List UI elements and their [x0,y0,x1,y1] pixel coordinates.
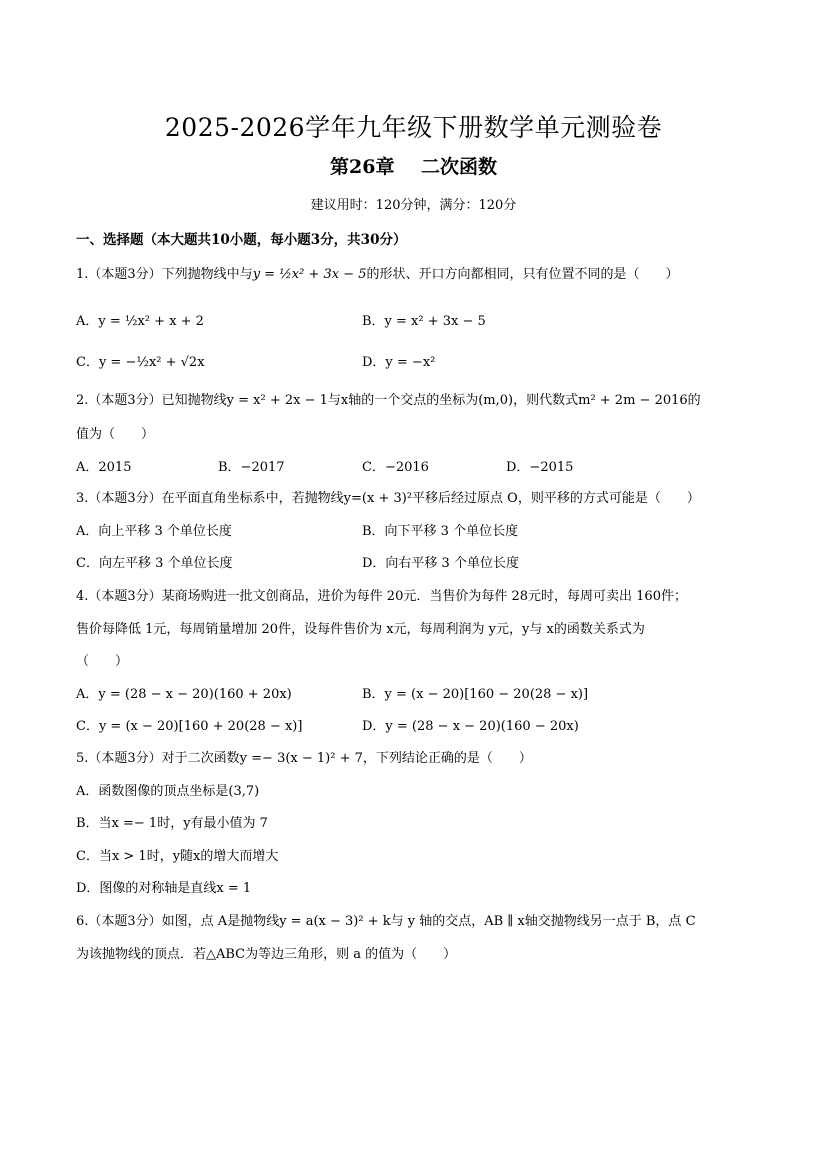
q4-option-a[interactable]: A．y = (28 − x − 20)(160 + 20x) [76,687,292,702]
chapter-name: 二次函数 [420,156,497,178]
q2-option-a[interactable]: A．2015 [76,460,132,475]
question-1-prefix: 1.（本题3分）下列抛物线中与 [76,267,253,282]
q5-option-c[interactable]: C．当x > 1时，y随x的增大而增大 [76,849,279,864]
q2-option-c[interactable]: C．−2016 [362,460,429,475]
question-4-line-1: 4.（本题3分）某商场购进一批文创商品，进价为每件 20元．当售价为每件 28元时，每周可卖出 160件； [76,589,687,604]
q3-option-d[interactable]: D．向右平移 3 个单位长度 [362,556,519,571]
q1-option-d[interactable]: D．y = −x² [362,355,436,370]
question-3-line-1: 3.（本题3分）在平面直角坐标系中，若抛物线y=(x + 3)²平移后经过原点 O，则平移的方式可能是（ ） [76,491,700,506]
question-2-line-1: 2.（本题3分）已知抛物线y = x² + 2x − 1与x轴的一个交点的坐标为(m,0)，则代数式m² + 2m − 2016的 [76,393,701,408]
q4-option-c[interactable]: C．y = (x − 20)[160 + 20(28 − x)] [76,719,303,734]
question-4-line-3: （ ） [76,654,129,669]
q5-option-d[interactable]: D．图像的对称轴是直线x = 1 [76,881,252,896]
q1-option-b[interactable]: B．y = x² + 3x − 5 [362,314,486,329]
q1-option-a[interactable]: A．y = ½x² + x + 2 [76,314,204,329]
chapter-number: 第26章 [330,156,395,178]
question-5-line-1: 5.（本题3分）对于二次函数y =− 3(x − 1)² + 7，下列结论正确的是（ ） [76,751,532,766]
question-1-suffix: 的形状、开口方向都相同，只有位置不同的是（ ） [366,267,679,282]
q3-option-b[interactable]: B．向下平移 3 个单位长度 [362,524,519,539]
q3-option-a[interactable]: A．向上平移 3 个单位长度 [76,524,232,539]
q5-option-b[interactable]: B．当x =− 1时，y有最小值为 7 [76,816,268,831]
q2-option-b[interactable]: B．−2017 [218,460,285,475]
time-and-score: 建议用时：120分钟，满分：120分 [310,198,517,213]
chapter-heading [0,152,827,179]
question-1-expr: y = ½x² + 3x − 5 [252,267,367,282]
exam-title: 2025-2026学年九年级下册数学单元测验卷 [164,113,663,142]
q5-option-a[interactable]: A．函数图像的顶点坐标是(3,7) [76,784,260,799]
question-6-line-2: 为该抛物线的顶点．若△ABC为等边三角形，则 a 的值为（ ） [76,947,457,962]
question-2-line-2: 值为（ ） [76,427,155,442]
question-1 [76,263,679,282]
q3-option-c[interactable]: C．向左平移 3 个单位长度 [76,556,233,571]
question-4-line-2: 售价每降低 1元，每周销量增加 20件，设每件售价为 x元，每周利润为 y元，y与 x的函数关系式为 [76,622,645,637]
section-heading: 一、选择题（本大题共10小题，每小题3分，共30分） [76,232,407,248]
q4-option-b[interactable]: B．y = (x − 20)[160 − 20(28 − x)] [362,687,589,702]
q1-option-c[interactable]: C．y = −½x² + √2x [76,355,205,370]
q2-option-d[interactable]: D．−2015 [506,460,574,475]
q4-option-d[interactable]: D．y = (28 − x − 20)(160 − 20x) [362,719,579,734]
question-6-line-1: 6.（本题3分）如图，点 A是抛物线y = a(x − 3)² + k与 y 轴的交点，AB ∥ x轴交抛物线另一点于 B，点 C [76,914,696,929]
